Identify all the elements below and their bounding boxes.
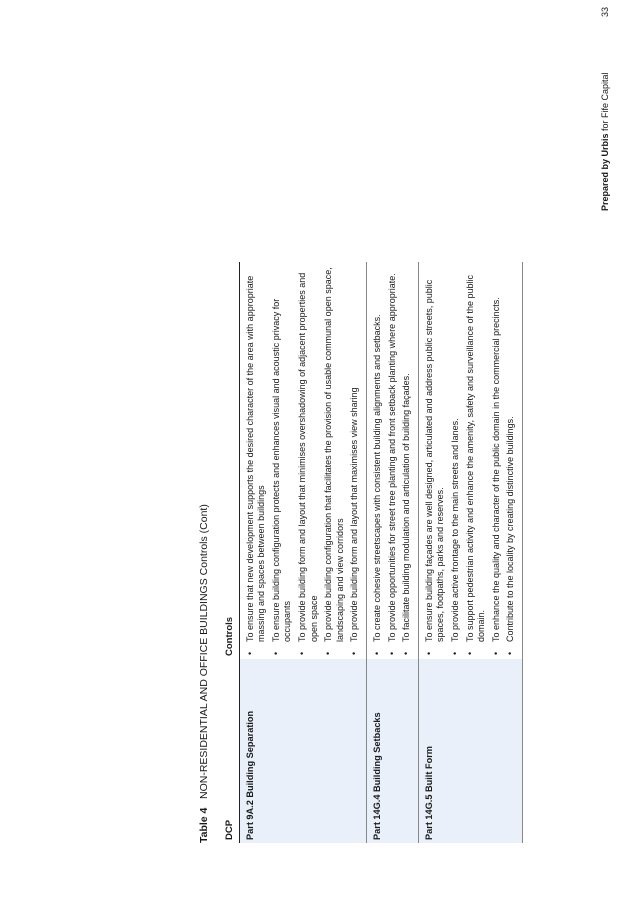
- client-name: for Fife Capital: [600, 72, 610, 134]
- list-item: • To support pedestrian activity and enhance the amenity, safety and surveillance of the public domain.: [465, 266, 488, 656]
- header-controls: Controls: [222, 262, 239, 659]
- page-number: 33: [600, 6, 610, 17]
- dcp-cell: Part 9A.2 Building Separation: [239, 659, 366, 843]
- controls-list: [245, 266, 361, 656]
- dcp-cell: Part 14G.4 Building Setbacks: [366, 659, 418, 843]
- table-row: [239, 262, 366, 843]
- dcp-cell: Part 14G.5 Built Form: [418, 659, 522, 843]
- list-item: • To ensure building configuration protects and enhances visual and acoustic privacy for occupants: [271, 266, 294, 656]
- table-row: [418, 262, 522, 843]
- list-item: • To provide building form and layout that minimises overshadowing of adjacent properties and open space: [297, 266, 320, 656]
- prepared-by: Prepared by Urbis: [600, 133, 610, 211]
- list-item: • To enhance the quality and character of the public domain in the commercial precincts.: [491, 266, 503, 656]
- list-item: • To facilitate building modulation and articulation of building façades.: [401, 266, 413, 656]
- table-caption: [198, 504, 210, 843]
- page-footer: [600, 6, 610, 211]
- list-item: • To provide building configuration that facilitates the provision of usable communal open space, landscaping and view corridors: [323, 266, 346, 656]
- controls-cell: [366, 262, 418, 659]
- controls-cell: [418, 262, 522, 659]
- controls-table: [222, 262, 523, 843]
- controls-list: [372, 266, 413, 656]
- list-item: • Contribute to the locality by creating distinctive buildings.: [505, 266, 517, 656]
- table-title: NON-RESIDENTIAL AND OFFICE BUILDINGS Controls (Cont): [198, 504, 210, 799]
- list-item: • To ensure building façades are well designed, articulated and address public streets, public spaces, footpaths, parks and reserves.: [424, 266, 447, 656]
- table-number: Table 4: [198, 807, 210, 843]
- controls-cell: [239, 262, 366, 659]
- table-row: [366, 262, 418, 843]
- list-item: • To provide opportunities for street tree planting and front setback planting where appropriate.: [387, 266, 399, 656]
- list-item: • To create cohesive streetscapes with consistent building alignments and setbacks.: [372, 266, 384, 656]
- controls-list: [424, 266, 517, 656]
- list-item: • To provide building form and layout that maximises view sharing: [349, 266, 361, 656]
- list-item: • To ensure that new development supports the desired character of the area with appropriate massing and spaces between buildings: [245, 266, 268, 656]
- table-header-row: [222, 262, 239, 843]
- list-item: • To provide active frontage to the main streets and lanes.: [450, 266, 462, 656]
- header-dcp: DCP: [222, 659, 239, 843]
